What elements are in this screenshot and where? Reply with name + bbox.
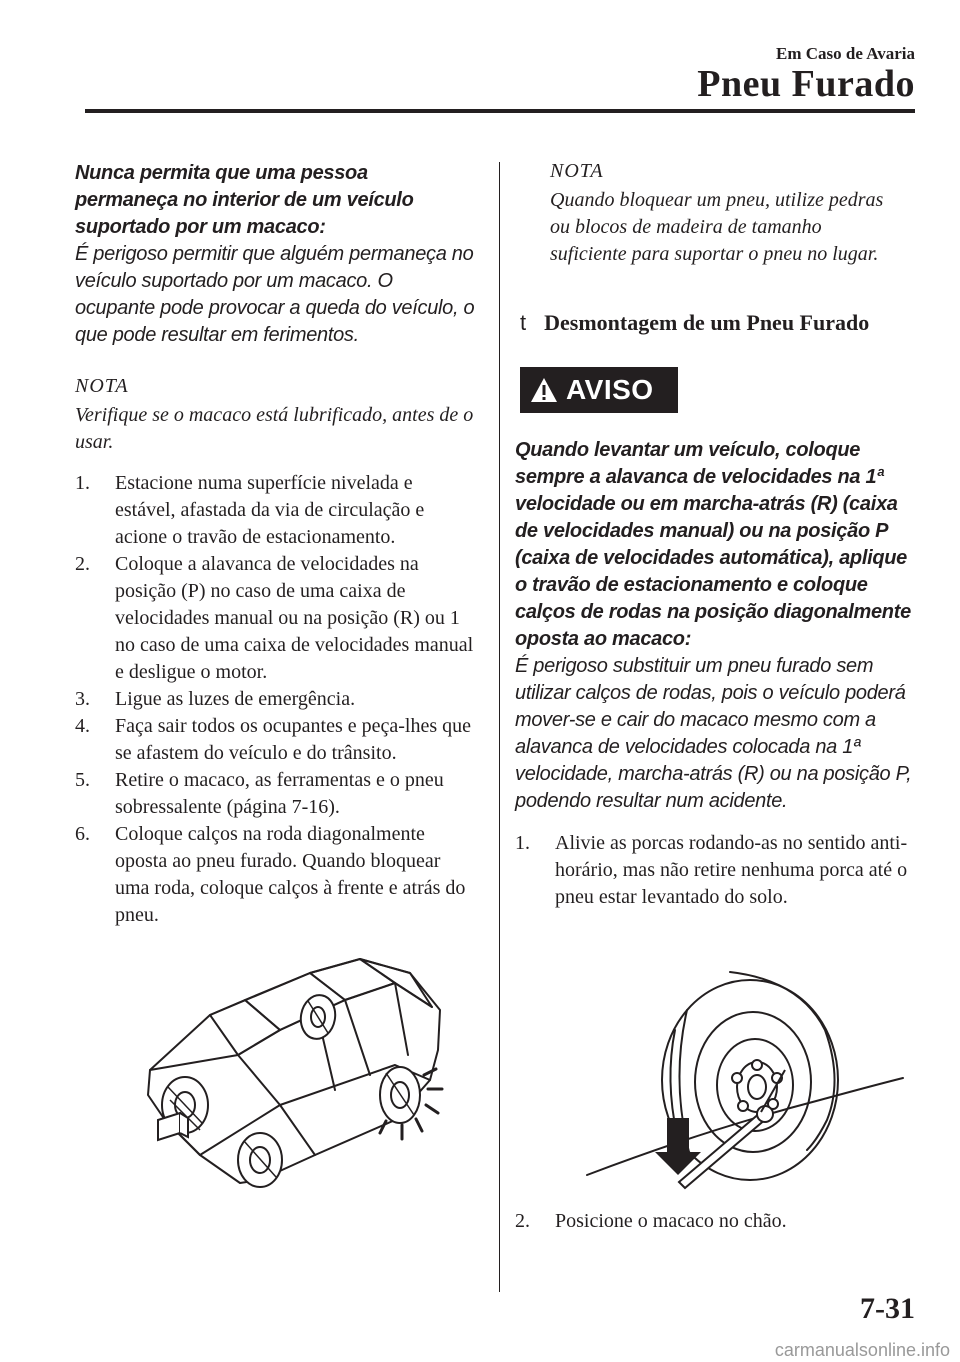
step-text: Coloque calços na roda diagonalmente oposta ao pneu furado. Quando bloquear uma roda, coloque calços à frente e atrás do pneu. [115,823,466,926]
left-step-list [75,470,475,929]
right-note [515,160,915,268]
step-number: 2. [515,1210,530,1232]
list-item [75,551,475,686]
watermark: carmanualsonline.info [774,1340,950,1360]
step-text: Estacione numa superfície nivelada e estável, afastada da via de circulação e acione o travão de estacionamento. [115,472,425,548]
car-wheel-chock-illustration [140,955,450,1190]
step-number: 1. [515,832,530,854]
section-subheading [520,310,920,336]
list-item [75,713,475,767]
right-step-list-2 [515,1208,915,1235]
step-number: 2. [75,553,90,575]
subheading-text: Desmontagem de um Pneu Furado [544,310,870,335]
step-number: 5. [75,769,90,791]
right-warning-body: É perigoso substituir um pneu furado sem utilizar calços de rodas, pois o veículo poderá mover-se e cair do macaco mesmo com a alavanca de velocidades colocada na 1ª velocidade, marcha-atrás (R) ou na posição P, podendo resultar num acidente. [515,655,912,812]
list-item [75,686,475,713]
section-title: Em Caso de Avaria [776,44,915,63]
step-text: Retire o macaco, as ferramentas e o pneu sobressalente (página 7-16). [115,769,444,818]
step-text: Posicione o macaco no chão. [555,1210,787,1232]
left-note [75,375,475,456]
header-divider [85,109,915,113]
warning-triangle-icon [530,377,558,403]
page-title: Pneu Furado [697,63,915,105]
warning-banner [520,367,678,413]
left-warning [75,160,475,349]
step-text: Ligue as luzes de emergência. [115,688,356,710]
column-divider [499,162,500,1292]
list-item [515,830,915,911]
step-text: Faça sair todos os ocupantes e peça-lhes que se afastem do veículo e do trânsito. [115,715,471,764]
page-number: 7-31 [860,1292,915,1325]
step-text: Alivie as porcas rodando-as no sentido anti-horário, mas não retire nenhuma porca até o pneu estar levantado do solo. [555,832,908,908]
list-item [75,767,475,821]
step-text: Coloque a alavanca de velocidades na posição (P) no caso de uma caixa de velocidades manual ou na posição (R) ou 1 no caso de uma caixa de velocidades manual e desligue o motor. [115,553,474,683]
left-warning-body: É perigoso permitir que alguém permaneça no veículo suportado por um macaco. O ocupante pode provocar a queda do veículo, o que pode resultar em ferimentos. [75,243,475,346]
list-item [515,1208,915,1235]
right-note-text: Quando bloquear um pneu, utilize pedras ou blocos de madeira de tamanho suficiente para suportar o pneu no lugar. [550,189,884,265]
list-item [75,470,475,551]
left-note-label: NOTA [75,375,129,397]
left-warning-title: Nunca permita que uma pessoa permaneça no interior de um veículo suportado por um macaco: [75,162,414,238]
left-note-text: Verifique se o macaco está lubrificado, antes de o usar. [75,404,474,453]
step-number: 3. [75,688,90,710]
wheel-lug-wrench-illustration [585,970,905,1195]
right-warning-title: Quando levantar um veículo, coloque sempre a alavanca de velocidades na 1ª velocidade ou em marcha-atrás (R) (caixa de velocidades manual) ou na posição P (caixa de velocidades automática), aplique o travão de estacionamento e coloque calços de rodas na posição diagonalmente oposta ao macaco: [515,439,911,650]
right-note-label: NOTA [550,160,604,182]
right-warning [515,437,915,815]
right-step-list [515,830,915,911]
bullet-marker: t [520,310,527,335]
step-number: 1. [75,472,90,494]
warning-banner-label: AVISO [566,374,654,405]
step-number: 6. [75,823,90,845]
list-item [75,821,475,929]
step-number: 4. [75,715,90,737]
